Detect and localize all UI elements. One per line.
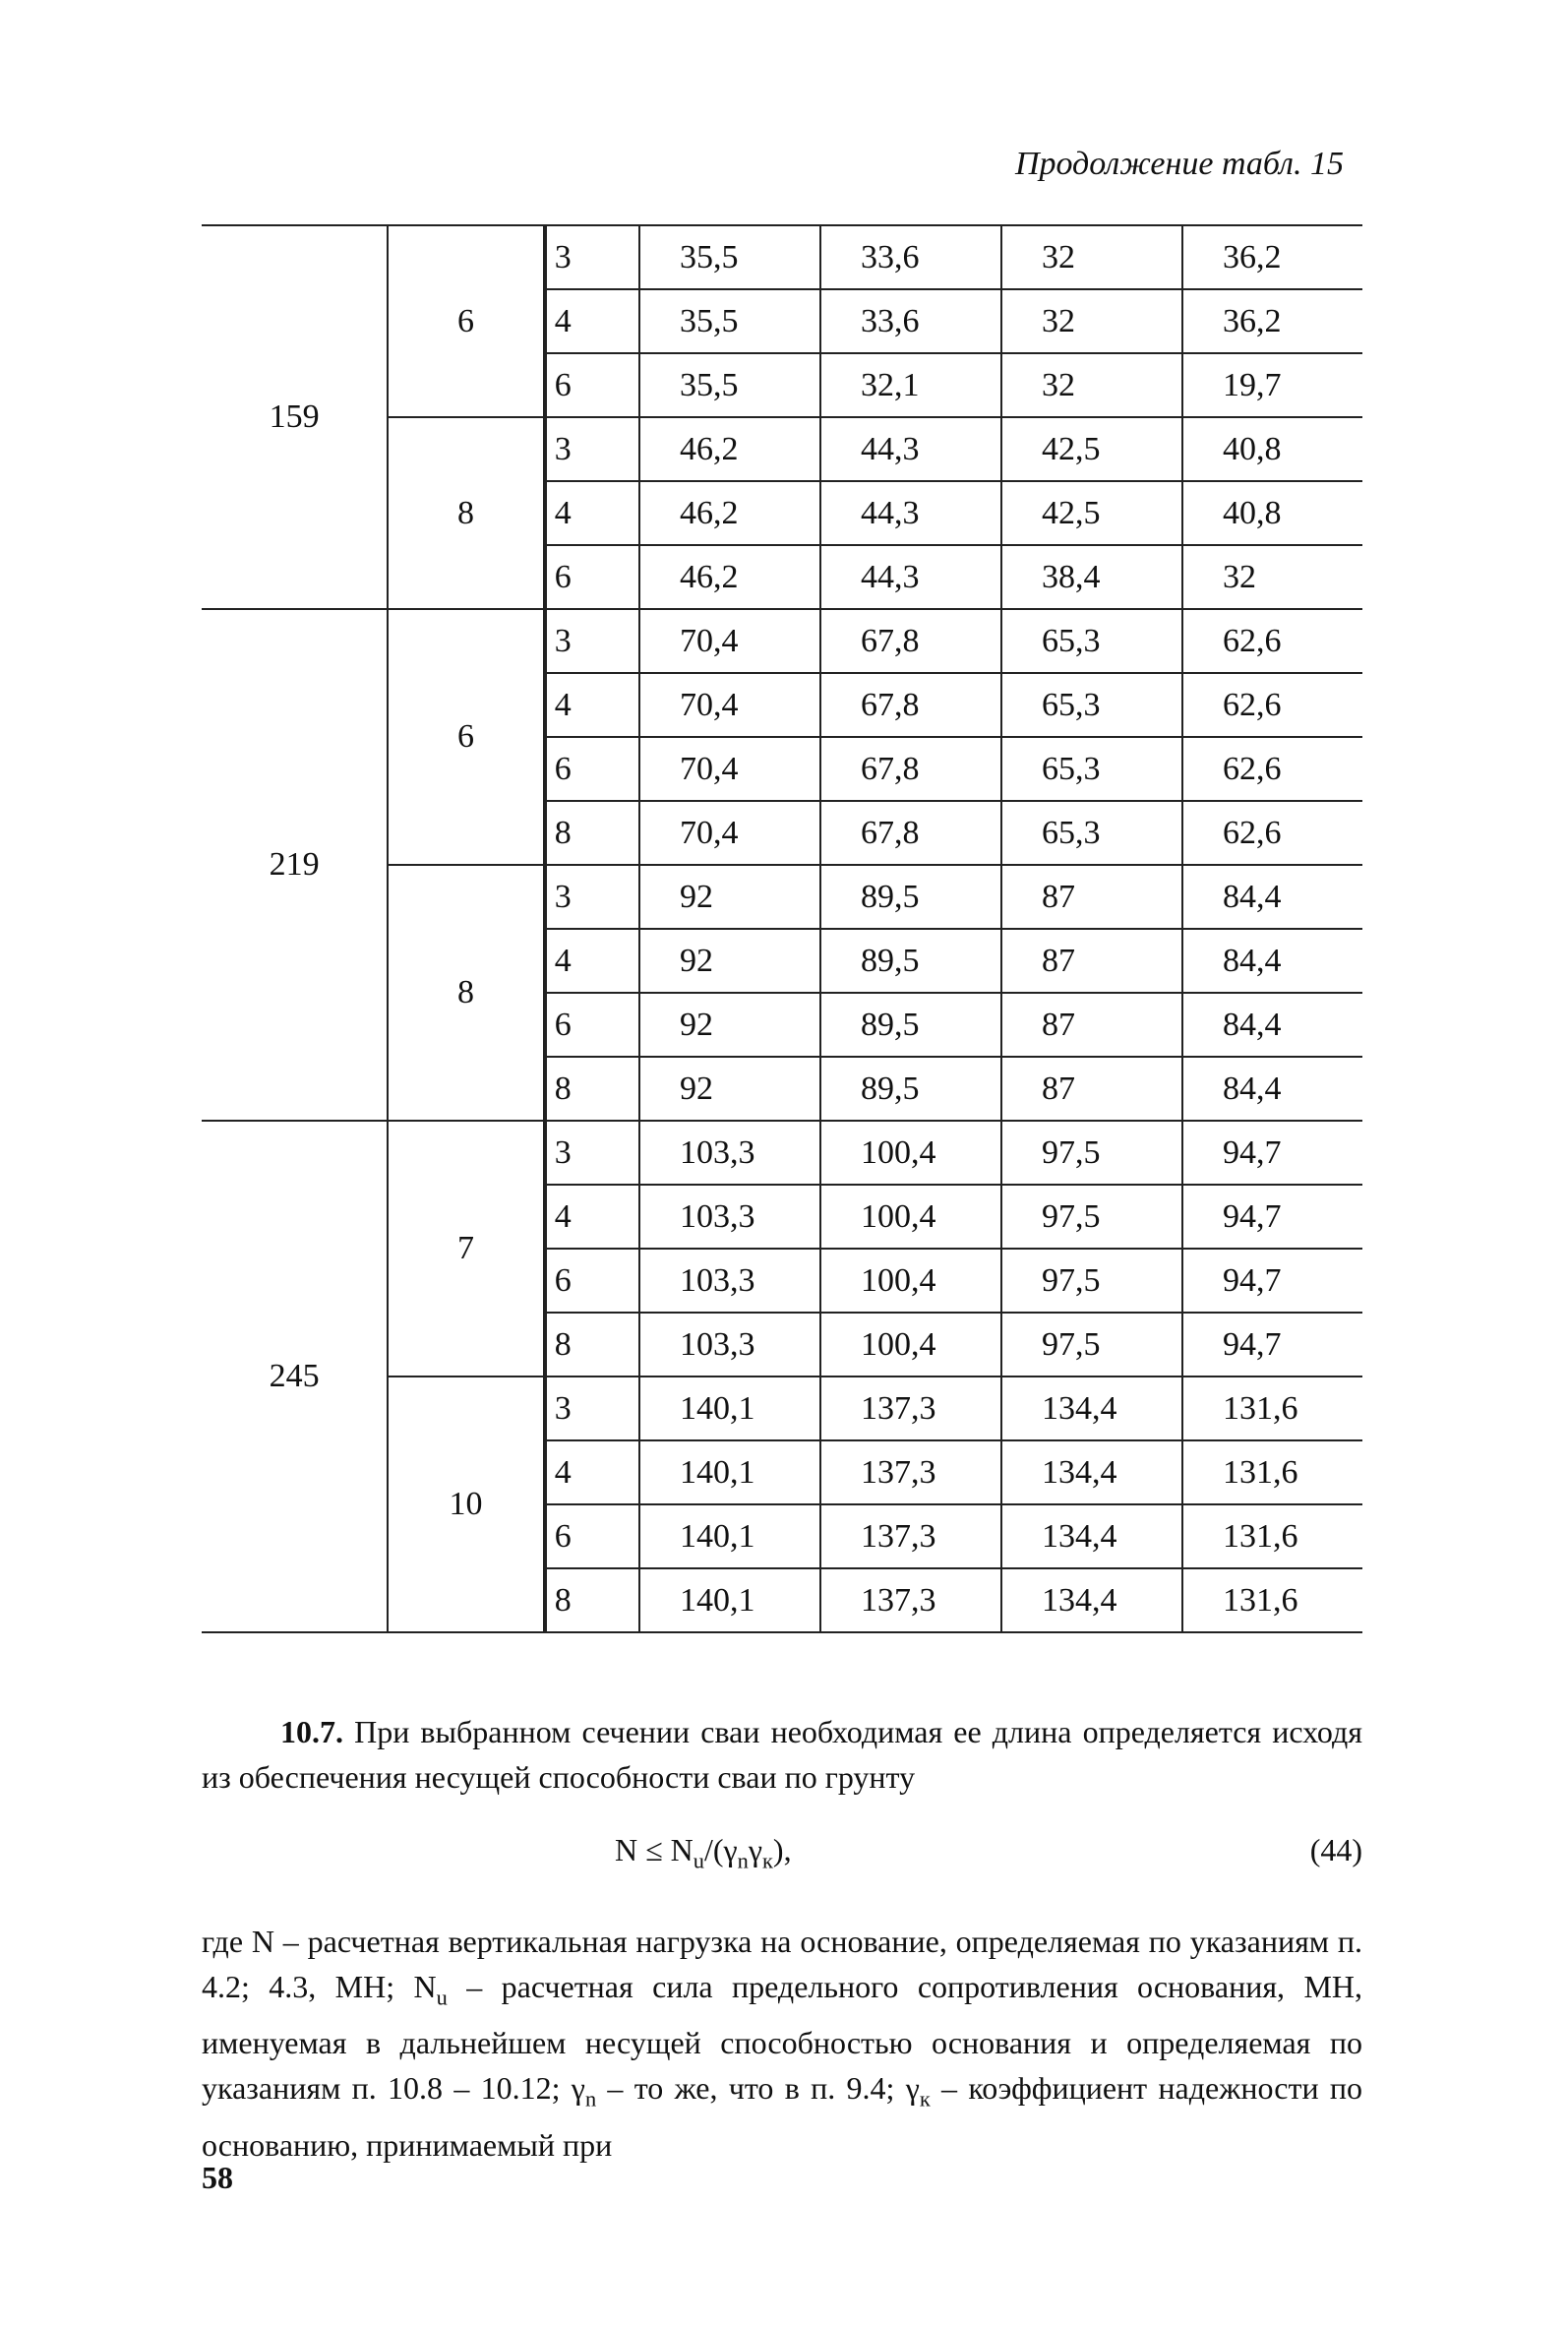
- cell-value: 36,2: [1182, 225, 1362, 289]
- cell-wall-thickness: 8: [388, 417, 544, 609]
- cell-value: 140,1: [639, 1568, 820, 1632]
- cell-value: 44,3: [820, 417, 1001, 481]
- cell-value: 70,4: [639, 801, 820, 865]
- cell-value: 36,2: [1182, 289, 1362, 353]
- cell-value: 46,2: [639, 417, 820, 481]
- section-text: При выбранном сечении сваи необходимая ее длина определяется исходя из обеспечения несущей способности сваи по грунту: [202, 1714, 1363, 1795]
- table-caption: Продолжение табл. 15: [1014, 146, 1344, 182]
- formula-gamma-k: γ: [748, 1832, 763, 1867]
- cell-value: 42,5: [1001, 417, 1182, 481]
- page-number: 58: [202, 2160, 233, 2195]
- cell-value: 44,3: [820, 481, 1001, 545]
- table-row: [202, 225, 1362, 289]
- where-paragraph: [202, 1919, 1362, 2168]
- cell-value: 65,3: [1001, 737, 1182, 801]
- cell-length: 8: [545, 801, 639, 865]
- cell-value: 89,5: [820, 865, 1001, 929]
- formula-n-sub: n: [737, 1848, 749, 1873]
- cell-value: 67,8: [820, 609, 1001, 673]
- cell-length: 6: [545, 993, 639, 1057]
- cell-value: 42,5: [1001, 481, 1182, 545]
- formula-44: [202, 1832, 1362, 1877]
- cell-value: 131,6: [1182, 1440, 1362, 1504]
- cell-wall-thickness: 8: [388, 865, 544, 1121]
- cell-value: 84,4: [1182, 865, 1362, 929]
- formula-k-sub: к: [762, 1848, 773, 1873]
- cell-value: 62,6: [1182, 801, 1362, 865]
- cell-value: 32: [1001, 225, 1182, 289]
- where-text-1: где N – расчетная вертикальная нагрузка на основание, определяемая по указаниям п. 4.2; 4.3, МН; N: [202, 1924, 1362, 2004]
- cell-value: 33,6: [820, 289, 1001, 353]
- cell-value: 89,5: [820, 929, 1001, 993]
- formula-close: ): [772, 1832, 784, 1867]
- cell-value: 62,6: [1182, 609, 1362, 673]
- cell-value: 103,3: [639, 1249, 820, 1313]
- cell-length: 3: [545, 1121, 639, 1185]
- cell-length: 3: [545, 865, 639, 929]
- formula-gamma-n: γ: [723, 1832, 738, 1867]
- cell-value: 103,3: [639, 1121, 820, 1185]
- cell-value: 100,4: [820, 1313, 1001, 1377]
- cell-value: 87: [1001, 865, 1182, 929]
- cell-value: 97,5: [1001, 1313, 1182, 1377]
- cell-value: 38,4: [1001, 545, 1182, 609]
- cell-length: 3: [545, 417, 639, 481]
- cell-value: 100,4: [820, 1249, 1001, 1313]
- where-sub-2: n: [584, 2086, 597, 2111]
- cell-length: 4: [545, 1185, 639, 1249]
- cell-value: 140,1: [639, 1440, 820, 1504]
- cell-length: 6: [545, 737, 639, 801]
- formula-open: (: [712, 1832, 724, 1867]
- cell-value: 84,4: [1182, 929, 1362, 993]
- cell-length: 4: [545, 481, 639, 545]
- cell-value: 87: [1001, 1057, 1182, 1121]
- cell-value: 140,1: [639, 1377, 820, 1440]
- cell-value: 19,7: [1182, 353, 1362, 417]
- cell-length: 6: [545, 1249, 639, 1313]
- cell-value: 97,5: [1001, 1249, 1182, 1313]
- cell-length: 8: [545, 1568, 639, 1632]
- where-text-4: – коэффициент надежности по основанию, принимаемый при: [202, 2070, 1363, 2163]
- cell-diameter: 159: [202, 225, 388, 609]
- cell-wall-thickness: 6: [388, 609, 544, 865]
- cell-value: 70,4: [639, 673, 820, 737]
- cell-value: 84,4: [1182, 1057, 1362, 1121]
- cell-value: 62,6: [1182, 673, 1362, 737]
- cell-value: 65,3: [1001, 801, 1182, 865]
- cell-value: 32: [1182, 545, 1362, 609]
- cell-value: 100,4: [820, 1121, 1001, 1185]
- cell-length: 4: [545, 929, 639, 993]
- cell-length: 8: [545, 1313, 639, 1377]
- cell-value: 137,3: [820, 1504, 1001, 1568]
- cell-value: 131,6: [1182, 1568, 1362, 1632]
- cell-value: 92: [639, 929, 820, 993]
- cell-value: 140,1: [639, 1504, 820, 1568]
- cell-value: 67,8: [820, 737, 1001, 801]
- formula-slash: /: [703, 1832, 713, 1867]
- where-text-2: – расчетная сила предельного сопротивления основания, МН, именуемая в дальнейшем несущей способностью основания и определяемая по указаниям п. 10.8 – 10.12; γ: [202, 1969, 1363, 2107]
- cell-value: 89,5: [820, 1057, 1001, 1121]
- cell-length: 6: [545, 1504, 639, 1568]
- cell-wall-thickness: 10: [388, 1377, 544, 1632]
- cell-diameter: 219: [202, 609, 388, 1121]
- where-text-3: – то же, что в п. 9.4; γ: [596, 2070, 920, 2107]
- formula-expression: [615, 1832, 792, 1873]
- cell-value: 67,8: [820, 801, 1001, 865]
- cell-value: 92: [639, 993, 820, 1057]
- cell-value: 35,5: [639, 289, 820, 353]
- cell-value: 89,5: [820, 993, 1001, 1057]
- cell-length: 3: [545, 1377, 639, 1440]
- cell-value: 65,3: [1001, 609, 1182, 673]
- cell-value: 35,5: [639, 353, 820, 417]
- cell-value: 87: [1001, 929, 1182, 993]
- cell-value: 46,2: [639, 481, 820, 545]
- cell-value: 134,4: [1001, 1440, 1182, 1504]
- cell-value: 103,3: [639, 1313, 820, 1377]
- cell-wall-thickness: 6: [388, 225, 544, 417]
- cell-value: 97,5: [1001, 1121, 1182, 1185]
- cell-value: 46,2: [639, 545, 820, 609]
- cell-length: 6: [545, 545, 639, 609]
- cell-diameter: 245: [202, 1121, 388, 1632]
- cell-value: 103,3: [639, 1185, 820, 1249]
- cell-length: 3: [545, 609, 639, 673]
- cell-value: 40,8: [1182, 481, 1362, 545]
- cell-value: 32,1: [820, 353, 1001, 417]
- cell-length: 8: [545, 1057, 639, 1121]
- table-row: [202, 609, 1362, 673]
- cell-value: 137,3: [820, 1440, 1001, 1504]
- cell-length: 4: [545, 1440, 639, 1504]
- pile-capacity-table: [202, 224, 1362, 1633]
- cell-length: 3: [545, 225, 639, 289]
- cell-value: 100,4: [820, 1185, 1001, 1249]
- cell-value: 134,4: [1001, 1568, 1182, 1632]
- cell-value: 92: [639, 1057, 820, 1121]
- cell-value: 134,4: [1001, 1504, 1182, 1568]
- cell-wall-thickness: 7: [388, 1121, 544, 1377]
- cell-value: 94,7: [1182, 1249, 1362, 1313]
- cell-value: 84,4: [1182, 993, 1362, 1057]
- cell-value: 44,3: [820, 545, 1001, 609]
- cell-value: 67,8: [820, 673, 1001, 737]
- cell-value: 137,3: [820, 1377, 1001, 1440]
- cell-value: 134,4: [1001, 1377, 1182, 1440]
- formula-op: ≤: [645, 1832, 663, 1867]
- cell-value: 94,7: [1182, 1121, 1362, 1185]
- cell-value: 97,5: [1001, 1185, 1182, 1249]
- cell-value: 137,3: [820, 1568, 1001, 1632]
- section-10-7-paragraph: [202, 1709, 1362, 1800]
- where-sub-3: к: [919, 2086, 931, 2111]
- cell-value: 35,5: [639, 225, 820, 289]
- cell-value: 131,6: [1182, 1377, 1362, 1440]
- formula-nu-sub: u: [693, 1848, 704, 1873]
- cell-length: 6: [545, 353, 639, 417]
- cell-value: 62,6: [1182, 737, 1362, 801]
- cell-value: 32: [1001, 353, 1182, 417]
- cell-value: 32: [1001, 289, 1182, 353]
- section-number: 10.7.: [280, 1714, 343, 1749]
- cell-value: 65,3: [1001, 673, 1182, 737]
- cell-value: 40,8: [1182, 417, 1362, 481]
- cell-value: 92: [639, 865, 820, 929]
- cell-value: 70,4: [639, 609, 820, 673]
- cell-value: 94,7: [1182, 1185, 1362, 1249]
- where-sub-1: u: [436, 1985, 448, 2010]
- cell-value: 94,7: [1182, 1313, 1362, 1377]
- cell-value: 70,4: [639, 737, 820, 801]
- formula-tail: ,: [783, 1832, 792, 1867]
- cell-length: 4: [545, 673, 639, 737]
- formula-nu: N: [670, 1832, 694, 1867]
- cell-length: 4: [545, 289, 639, 353]
- cell-value: 33,6: [820, 225, 1001, 289]
- cell-value: 131,6: [1182, 1504, 1362, 1568]
- cell-value: 87: [1001, 993, 1182, 1057]
- table-container: [202, 224, 1362, 1633]
- formula-number: (44): [1309, 1832, 1362, 1867]
- table-row: [202, 1121, 1362, 1185]
- formula-lhs: N: [615, 1832, 638, 1867]
